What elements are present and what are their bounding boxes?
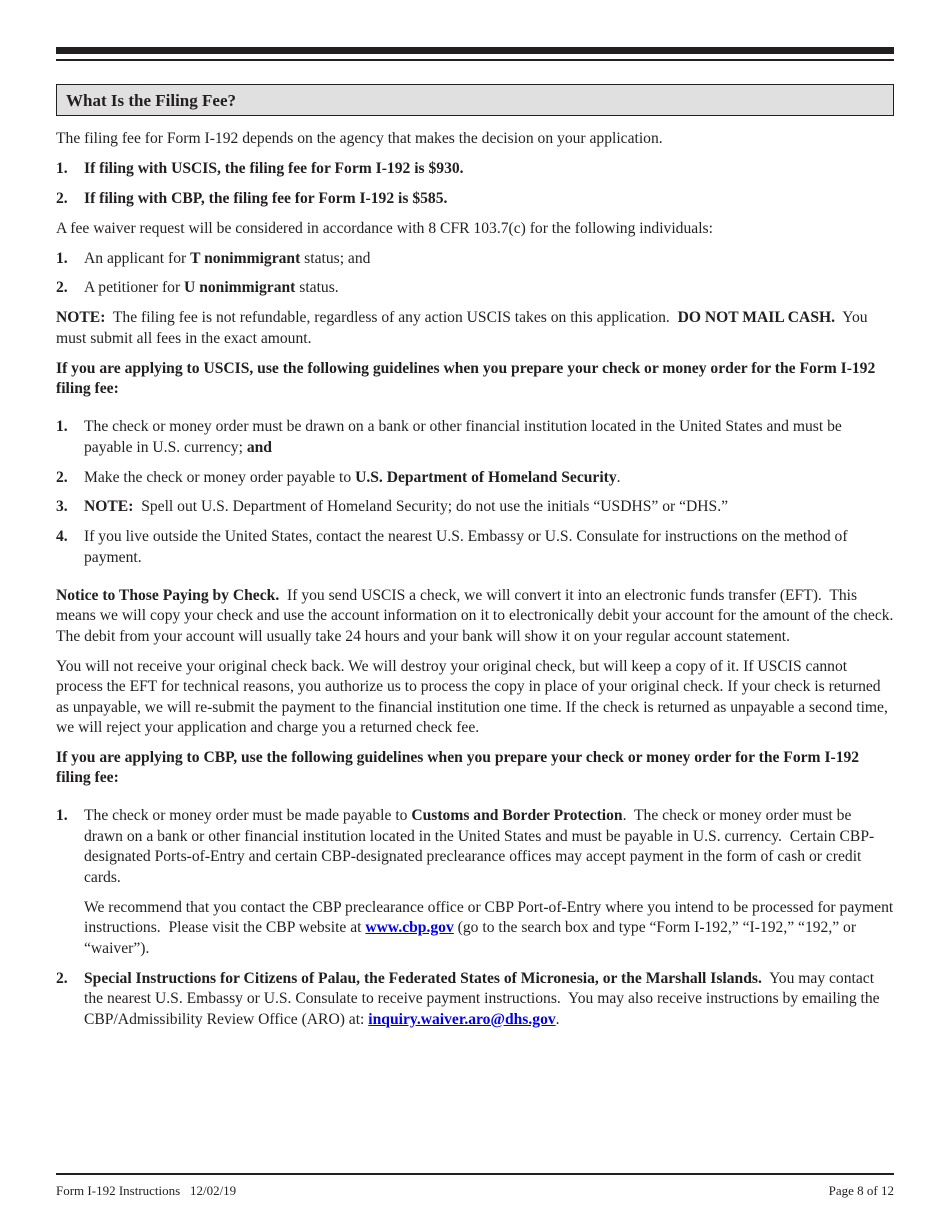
top-rule-thick [56, 47, 894, 54]
text-run: An applicant for [84, 249, 191, 267]
item-text [84, 278, 894, 299]
fee-item [56, 189, 894, 210]
spacer [56, 798, 894, 806]
bold-run: and [246, 438, 272, 456]
cbp-sub-paragraph [84, 898, 898, 960]
bold-run: Customs and Border Protection [411, 807, 623, 825]
fee-text: If filing with CBP, the filing fee for Form I-192 is $585. [84, 189, 448, 207]
uscis-item [56, 468, 894, 489]
text-run: . The check or money order must be drawn on a bank or other financial institution located in the United States and must be payable in U.S. currency. Certain CBP-designated Ports-of-Entry and certain CBP-designated preclearance offices may accept payment in the form of cash or credit cards. [84, 807, 875, 886]
uscis-heading [56, 359, 894, 400]
uscis-item [56, 417, 894, 458]
text-run: . [616, 468, 621, 486]
uscis-item [56, 497, 894, 518]
item-number: 3. [56, 498, 68, 516]
spacer [56, 409, 894, 417]
footer-form-id: Form I-192 Instructions 12/02/19 [56, 1183, 237, 1198]
waiver-item [56, 278, 894, 299]
note-label: NOTE: [56, 309, 106, 327]
uscis-item [56, 527, 894, 568]
item-number: 1. [56, 418, 68, 436]
cbp-website-link[interactable]: www.cbp.gov [365, 919, 454, 937]
item-number: 2. [56, 969, 68, 987]
bold-run: Notice to Those Paying by Check. [56, 586, 280, 604]
text-run: You may contact the nearest U.S. Embassy or U.S. Consulate to receive payment instructions. You may also receive instructions by emailing the CBP/Admissibility Review Office (ARO) at: [84, 969, 884, 1028]
text-run: The filing fee is not refundable, regardless of any action USCIS takes on this application. [105, 309, 678, 327]
text-run: status. [295, 279, 339, 297]
fee-item [56, 159, 894, 180]
cbp-item [56, 806, 894, 888]
item-text: If you live outside the United States, contact the nearest U.S. Embassy or U.S. Consulate for instructions on the method of payment. [84, 528, 848, 566]
bold-run: T nonimmigrant [190, 249, 301, 267]
item-text [84, 497, 894, 518]
item-text [84, 189, 894, 210]
text-run: Spell out U.S. Department of Homeland Security; do not use the initials “USDHS” or “DHS.” [133, 498, 729, 516]
cbp-item [56, 969, 894, 1031]
text-run: status; and [300, 249, 371, 267]
item-number: 1. [56, 249, 68, 267]
bold-run: Special Instructions for Citizens of Palau, the Federated States of Micronesia, or the Marshall Islands. [84, 969, 762, 987]
bold-run: DO NOT MAIL CASH. [677, 309, 836, 327]
heading-text: If you are applying to CBP, use the following guidelines when you prepare your check or money order for the Form I-192 filing fee: [56, 748, 860, 787]
cbp-heading [56, 748, 894, 789]
aro-email-link[interactable]: inquiry.waiver.aro@dhs.gov [368, 1010, 556, 1028]
content [56, 129, 901, 1040]
heading-text: If you are applying to USCIS, use the following guidelines when you prepare your check or money order for the Form I-192 filing fee: [56, 359, 876, 398]
item-text [84, 159, 894, 180]
bold-run: U nonimmigrant [184, 279, 296, 297]
item-text [84, 249, 894, 270]
intro-paragraph: The filing fee for Form I-192 depends on the agency that makes the decision on your application. [56, 130, 663, 147]
note-paragraph [56, 308, 894, 349]
text-run: . [555, 1010, 560, 1028]
item-text [84, 969, 894, 1031]
item-text [84, 806, 894, 888]
item-number: 1. [56, 807, 68, 825]
check-return-paragraph: You will not receive your original check back. We will destroy your original check, but will keep a copy of it. If USCIS cannot process the EFT for technical reasons, you authorize us to process the copy in place of your original check. If your check is returned as unpayable, we will re-submit the payment to the financial institution one time. If the check is returned as unpayable a second time, we will reject your application and charge you a returned check fee. [56, 657, 888, 737]
top-rule-thin [56, 59, 894, 61]
bold-run: NOTE: [84, 498, 134, 516]
text-run: We recommend that you contact the CBP preclearance office or CBP Port-of-Entry where you intend to be processed for payment instructions. Please visit the CBP website at [84, 898, 898, 937]
item-number: 2. [56, 189, 68, 207]
item-text [84, 468, 894, 489]
bold-run: U.S. Department of Homeland Security [355, 468, 617, 486]
text-run: You must submit all fees in the exact amount. [56, 309, 872, 347]
text-run: If you send USCIS a check, we will convert it into an electronic funds transfer (EFT). This means we will copy your check and use the account information on it to electronically debit your account for the amount of the check. The debit from your account will usually take 24 hours and your bank will show it on your regular account statement. [56, 586, 901, 645]
item-number: 1. [56, 159, 68, 177]
text-run: The check or money order must be made payable to [84, 807, 412, 825]
item-number: 4. [56, 528, 68, 546]
text-run: (go to the search box and type “Form I-192,” “I-192,” “192,” or “waiver”). [84, 919, 860, 957]
text-run: Make the check or money order payable to [84, 468, 356, 486]
check-notice-paragraph [56, 586, 901, 648]
waiver-intro: A fee waiver request will be considered in accordance with 8 CFR 103.7(c) for the following individuals: [56, 219, 713, 237]
waiver-item [56, 249, 894, 270]
section-header [56, 84, 894, 116]
section-title: What Is the Filing Fee? [66, 91, 236, 110]
item-text [84, 417, 894, 458]
footer-page-number: Page 8 of 12 [828, 1183, 894, 1198]
item-number: 2. [56, 468, 68, 486]
page-footer [56, 1183, 894, 1199]
text-run: A petitioner for [84, 279, 185, 297]
footer-rule [56, 1173, 894, 1175]
item-number: 2. [56, 279, 68, 297]
fee-text: If filing with USCIS, the filing fee for Form I-192 is $930. [84, 159, 464, 177]
spacer [56, 578, 894, 586]
text-run: The check or money order must be drawn on a bank or other financial institution located in the United States and must be payable in U.S. currency; [84, 418, 842, 456]
